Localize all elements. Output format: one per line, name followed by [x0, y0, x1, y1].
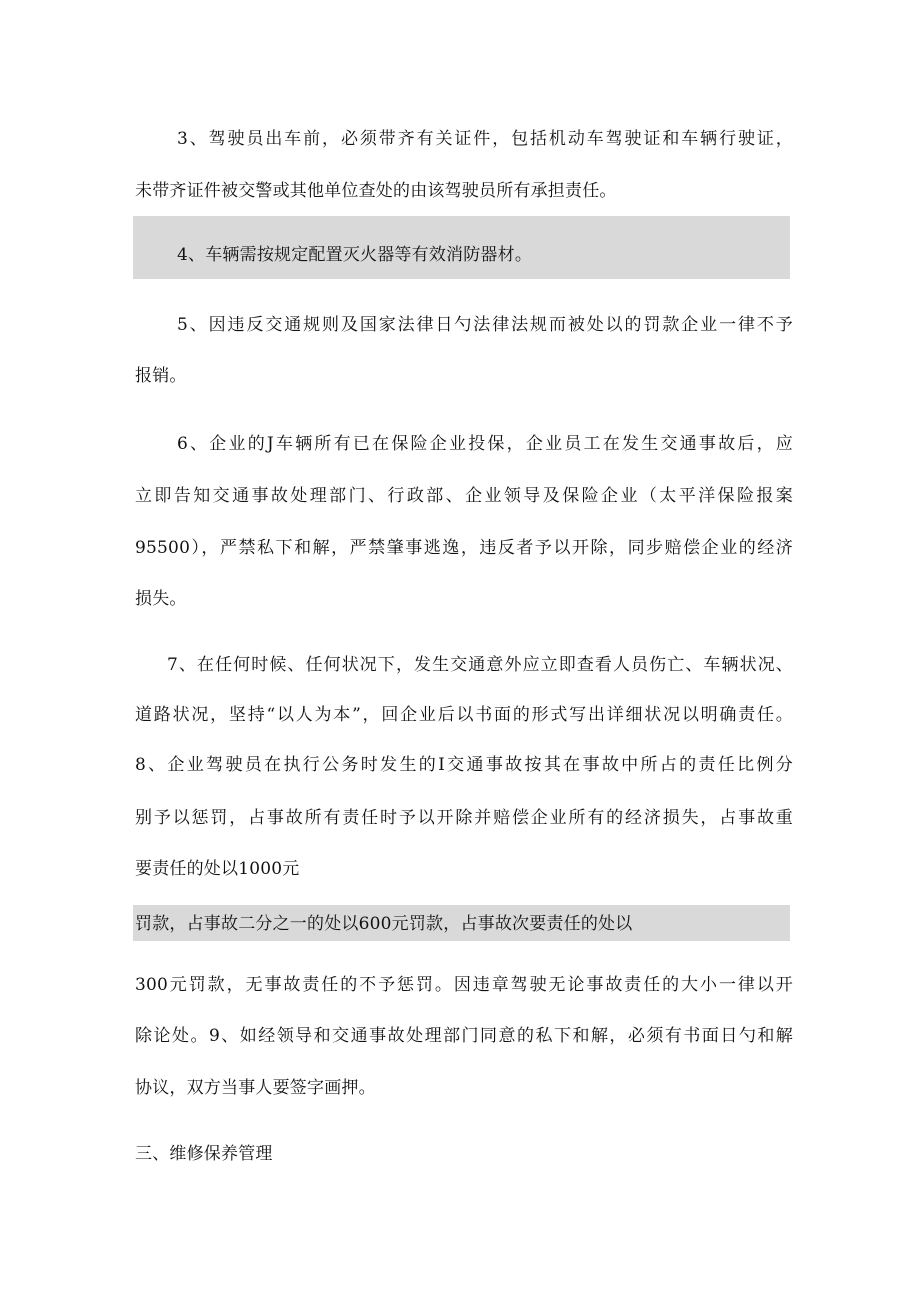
- item9-line1: 除论处。9、如经领导和交通事故处理部门同意的私下和解，必须有书面日勺和解: [135, 1026, 793, 1046]
- item5-line1: 5、因违反交通规则及国家法律日勺法律法规而被处以的罚款企业一律不予: [177, 315, 793, 335]
- item7-line1: 7、在任何时候、任何状况下，发生交通意外应立即查看人员伤亡、车辆状况、: [167, 655, 793, 675]
- item8-line1: 8、企业驾驶员在执行公务时发生的Ⅰ交通事故按其在事故中所占的责任比例分: [135, 755, 793, 775]
- item8-line3: 要责任的处以1000元: [135, 859, 300, 879]
- item9-line2: 协议，双方当事人要签字画押。: [135, 1078, 376, 1098]
- item6-line4: 损失。: [135, 589, 187, 609]
- item8-cont-line1: 300元罚款，无事故责任的不予惩罚。因违章驾驶无论事故责任的大小一律以开: [135, 975, 793, 995]
- fine-line: 罚款，占事故二分之一的处以600元罚款，占事故次要责任的处以: [135, 914, 633, 934]
- item7-line2: 道路状况，坚持“以人为本”，回企业后以书面的形式写出详细状况以明确责任。: [135, 705, 793, 725]
- item5-line2: 报销。: [135, 366, 187, 386]
- item6-line1: 6、企业的J车辆所有已在保险企业投保，企业员工在发生交通事故后，应: [177, 434, 793, 454]
- item6-line2: 立即告知交通事故处理部门、行政部、企业领导及保险企业（太平洋保险报案: [135, 486, 793, 506]
- section-heading-maintenance: 三、维修保养管理: [135, 1144, 273, 1164]
- item3-line2: 未带齐证件被交警或其他单位查处的由该驾驶员所有承担责任。: [135, 181, 617, 201]
- item6-line3: 95500），严禁私下和解，严禁肇事逃逸，违反者予以开除，同步赔偿企业的经济: [135, 538, 793, 558]
- item8-line2: 别予以惩罚，占事故所有责任时予以开除并赔偿企业所有的经济损失，占事故重: [135, 808, 793, 828]
- item3-line1: 3、驾驶员出车前，必须带齐有关证件，包括机动车驾驶证和车辆行驶证，: [177, 129, 793, 149]
- item4-line1: 4、车辆需按规定配置灭火器等有效消防器材。: [177, 245, 533, 265]
